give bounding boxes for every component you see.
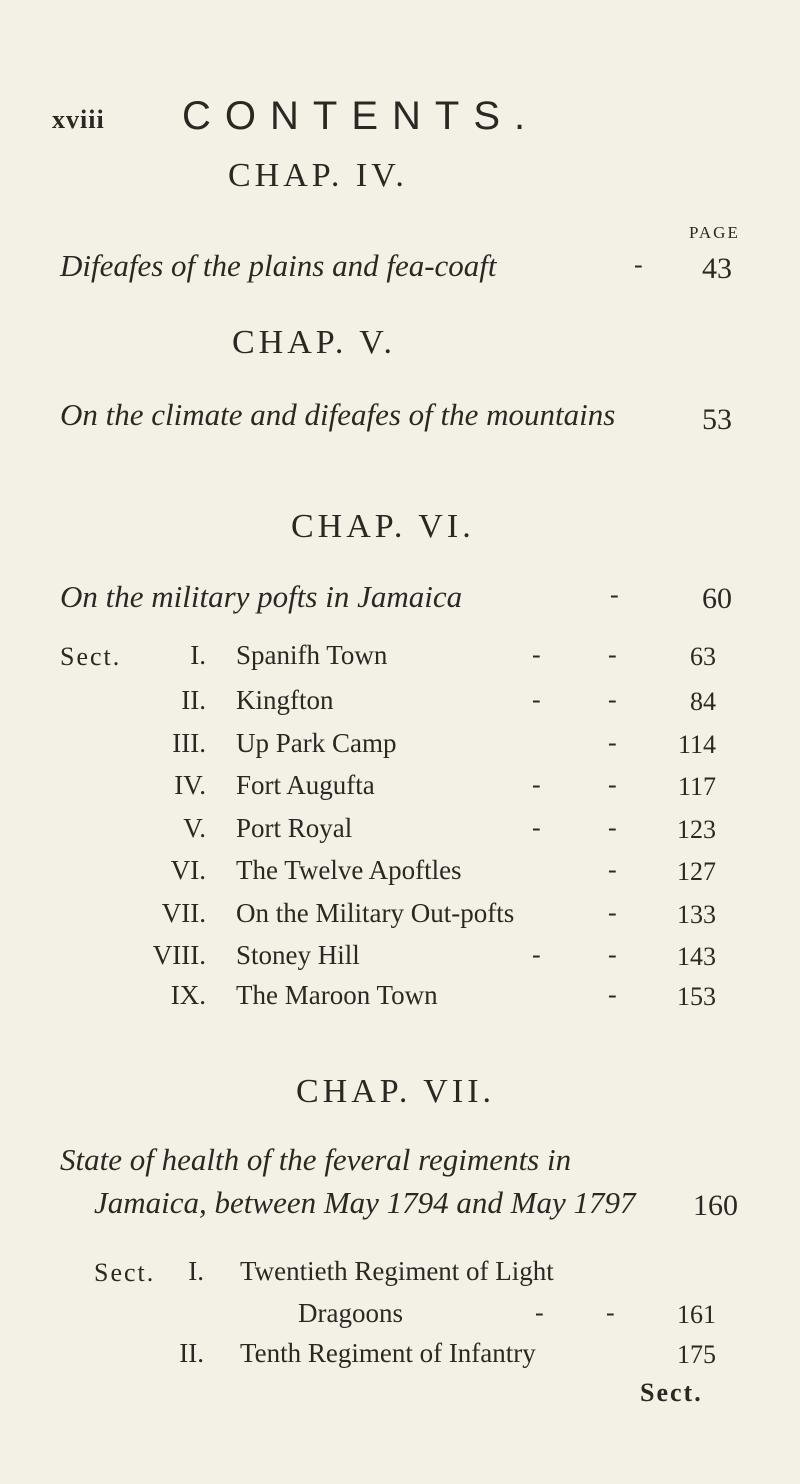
section-number: IV. [174,770,206,800]
running-title: CONTENTS. [182,94,540,138]
section-title: On the Military Out-pofts [236,898,515,928]
page-number: 143 [677,942,716,971]
chapter-heading: CHAP. IV. [228,157,408,194]
page-number: 123 [677,815,716,844]
leader-dash: - [634,250,643,279]
page-number: 175 [677,1340,716,1369]
section-title: Spanifh Town [236,640,388,670]
page-number: 114 [677,730,716,759]
chapter-heading: CHAP. VI. [291,508,475,545]
leader-dash: - [532,940,541,969]
page-number: 161 [677,1300,716,1329]
chapter-title-line1: State of health of the feveral regiments in [60,1142,572,1177]
leader-dash: - [532,770,541,799]
page-number: 60 [702,582,732,615]
chapter-heading: CHAP. VII. [296,1073,496,1110]
leader-dash: - [608,980,617,1009]
leader-dash: - [608,640,617,669]
page-number: 63 [690,642,716,671]
page-number: 43 [702,252,732,285]
section-title: Kingfton [236,685,334,715]
leader-dash: - [532,640,541,669]
page-number: 117 [677,772,716,801]
chapter-title-line2: Jamaica, between May 1794 and May 1797 [94,1185,636,1220]
section-title-line1: Twentieth Regiment of Light [240,1256,554,1286]
chapter-heading: CHAP. V. [232,324,396,361]
section-number: IX. [170,980,206,1010]
page-number: 53 [702,403,732,436]
section-title: Fort Augufta [236,770,375,800]
leader-dash: - [608,685,617,714]
section-number: VI. [170,855,206,885]
section-title: Stoney Hill [236,940,360,970]
catchword: Sect. [640,1378,703,1407]
leader-dash: - [608,770,617,799]
sect-label: Sect. [60,642,122,671]
sect-label: Sect. [94,1258,156,1287]
section-number: V. [183,813,206,843]
chapter-title: Difeafes of the plains and fea-coaft [60,248,497,283]
leader-dash: - [608,813,617,842]
section-number: I. [188,1256,204,1286]
section-number: II. [179,1338,204,1368]
folio-number: xviii [52,105,105,134]
leader-dash: - [532,813,541,842]
section-title: The Maroon Town [236,980,438,1010]
page-number: 160 [693,1189,738,1222]
leader-dash: - [608,855,617,884]
section-title: Port Royal [236,813,353,843]
chapter-title: On the climate and difeafes of the mountains [60,397,616,432]
section-number: VIII. [152,940,206,970]
page-number: 84 [690,687,716,716]
page-number: 153 [677,982,716,1011]
leader-dash: - [532,685,541,714]
section-title-line2: Dragoons [298,1298,403,1328]
section-number: VII. [161,898,206,928]
leader-dash: - [606,1298,615,1327]
chapter-title: On the military pofts in Jamaica [60,579,463,614]
leader-dash: - [535,1298,544,1327]
leader-dash: - [610,580,619,609]
section-number: II. [181,685,206,715]
leader-dash: - [608,940,617,969]
page-number: 127 [677,857,716,886]
section-number: I. [190,640,206,670]
section-title: The Twelve Apoftles [236,855,462,885]
page-number: 133 [677,900,716,929]
section-title: Tenth Regiment of Infantry [240,1338,536,1368]
leader-dash: - [608,898,617,927]
section-number: III. [172,728,206,758]
page-column-header: PAGE [689,223,740,242]
section-title: Up Park Camp [236,728,397,758]
leader-dash: - [608,728,617,757]
